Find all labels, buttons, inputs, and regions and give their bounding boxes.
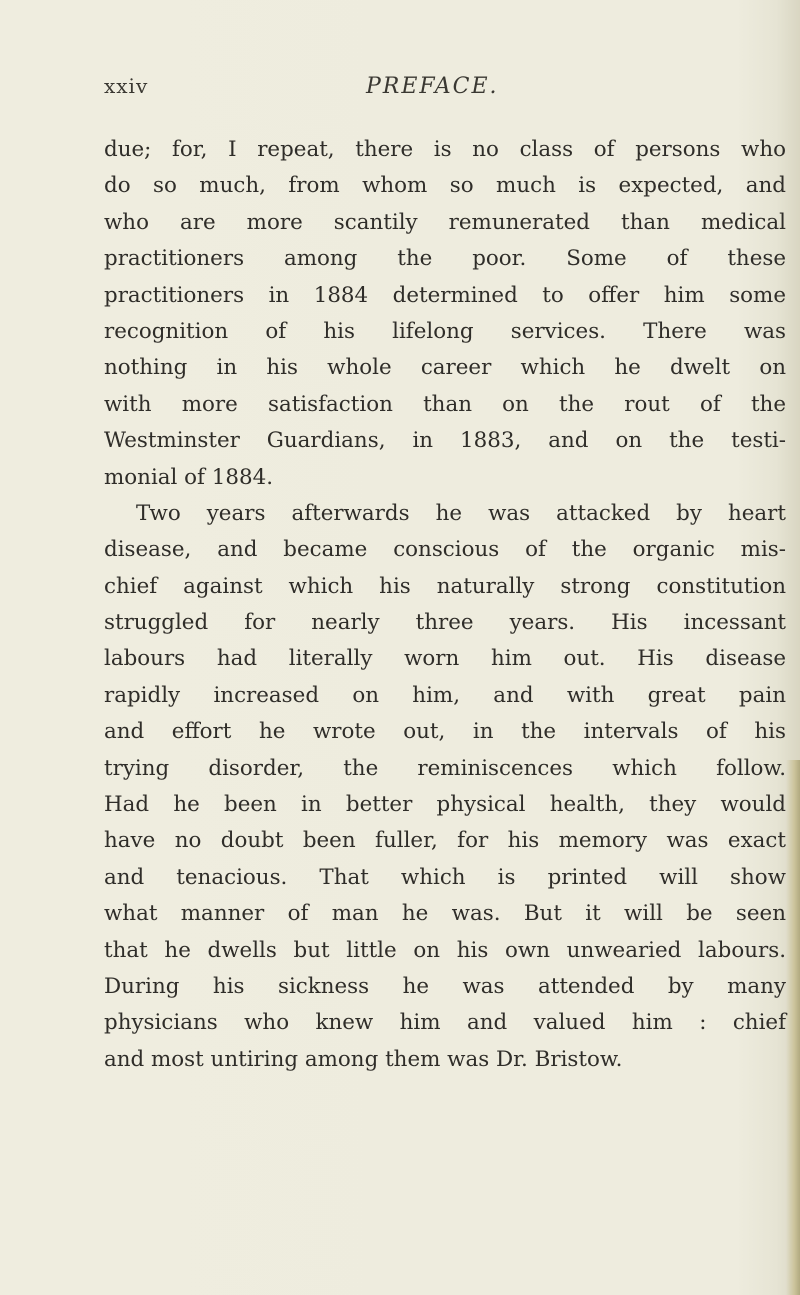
text-line: monial of 1884. (104, 464, 274, 490)
text-line: do so much, from whom so much is expected, and (104, 173, 786, 199)
text-line: have no doubt been fuller, for his memory was exact (104, 828, 786, 854)
text-line: nothing in his whole career which he dwelt on (104, 355, 786, 381)
text-line: and effort he wrote out, in the intervals of his (104, 719, 786, 745)
text-line: trying disorder, the reminiscences which follow. (104, 755, 786, 781)
text-line: what manner of man he was. But it will be seen (104, 901, 786, 927)
text-line: Two years afterwards he was attacked by heart (136, 500, 786, 526)
text-line: who are more scantily remunerated than medical (104, 209, 786, 235)
text-line: physicians who knew him and valued him : chief (104, 1010, 786, 1036)
text-line: struggled for nearly three years. His incessant (104, 610, 786, 636)
page-number: xxiv (104, 74, 149, 98)
page-edge-shadow (786, 760, 800, 1295)
text-line: Westminster Guardians, in 1883, and on the testi- (104, 428, 786, 454)
text-line: due; for, I repeat, there is no class of persons who (104, 137, 786, 162)
text-line: practitioners in 1884 determined to offer him some (104, 282, 786, 308)
page-header (0, 74, 800, 114)
text-line: disease, and became conscious of the organic mis- (104, 537, 786, 563)
text-line: and most untiring among them was Dr. Bristow. (104, 1046, 623, 1072)
running-title: PREFACE. (366, 74, 499, 99)
text-line: chief against which his naturally strong constitution (104, 573, 786, 599)
body-text (104, 132, 786, 1078)
text-line: and tenacious. That which is printed will show (104, 864, 786, 890)
text-line: rapidly increased on him, and with great pain (104, 682, 786, 708)
text-line: practitioners among the poor. Some of these (104, 246, 786, 272)
text-line: Had he been in better physical health, they would (104, 792, 786, 818)
text-line: recognition of his lifelong services. There was (104, 318, 786, 344)
text-line: labours had literally worn him out. His disease (104, 646, 786, 672)
text-line: During his sickness he was attended by many (104, 973, 786, 999)
text-line: with more satisfaction than on the rout of the (104, 391, 786, 417)
text-line: that he dwells but little on his own unwearied labours. (104, 937, 786, 963)
